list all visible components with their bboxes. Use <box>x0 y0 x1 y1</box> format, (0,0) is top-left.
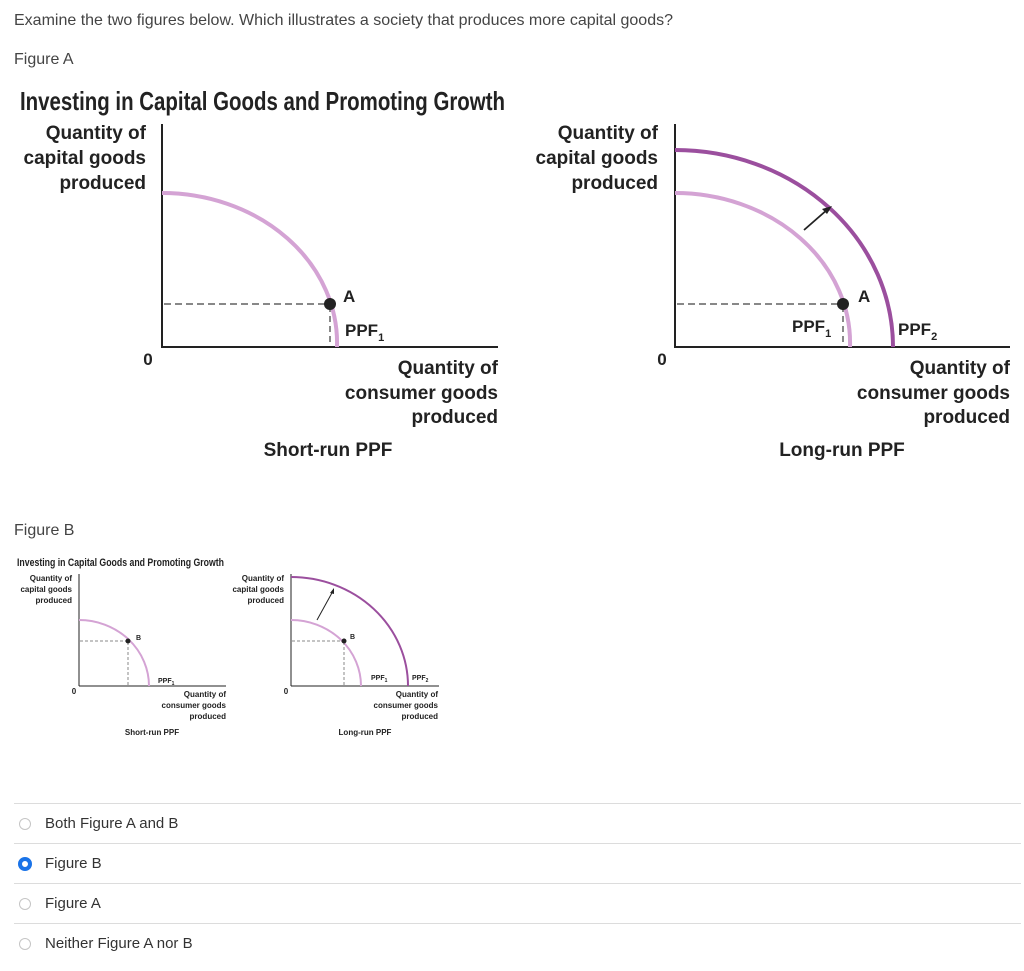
option-figure-b[interactable] <box>14 843 1021 883</box>
x-axis-label-line3: produced <box>411 407 498 428</box>
ppf2-curve <box>675 150 893 347</box>
y-axis-label-line2: capital goods <box>535 148 658 169</box>
y-axis-label-line3: produced <box>35 596 72 605</box>
answer-options <box>14 803 1021 963</box>
x-axis-label-line1: Quantity of <box>395 690 438 699</box>
ppf1-label: $PPF_1$ <box>371 675 388 684</box>
y-axis-label-line1: Quantity of <box>29 574 72 583</box>
origin-label: 0 <box>71 687 77 696</box>
y-axis-label-line1: Quantity of <box>241 574 284 583</box>
growth-arrow-line <box>804 209 828 230</box>
long-run-caption: Long-run PPF <box>779 440 905 461</box>
y-axis-label-line2: capital goods <box>23 148 146 169</box>
ppf1-curve <box>79 620 149 686</box>
ppf1-curve <box>291 620 361 686</box>
x-axis-label-line2: consumer goods <box>161 701 226 710</box>
option-figure-a[interactable] <box>14 883 1021 923</box>
short-run-caption: Short-run PPF <box>263 440 393 461</box>
short-run-caption: Short-run PPF <box>124 728 180 737</box>
option-label: Neither Figure A nor B <box>45 935 193 952</box>
y-axis-label-line2: capital goods <box>232 585 284 594</box>
point-a <box>324 298 336 310</box>
y-axis-label-line3: produced <box>59 173 146 194</box>
figure-a-graph <box>0 80 1024 470</box>
radio-button[interactable] <box>19 938 31 950</box>
long-run-caption: Long-run PPF <box>338 728 392 737</box>
ppf1-label: $PPF_1$ <box>345 321 385 344</box>
figure-b-graph <box>0 550 460 750</box>
y-axis-label-line1: Quantity of <box>557 123 658 144</box>
growth-arrow-head <box>330 588 334 594</box>
point-b-label: B <box>136 635 142 642</box>
short-run-graph <box>20 574 226 737</box>
option-label: Figure B <box>45 855 102 872</box>
x-axis-label-line2: consumer goods <box>373 701 438 710</box>
growth-arrow-line <box>317 591 333 620</box>
radio-button[interactable] <box>19 818 31 830</box>
origin-label: 0 <box>283 687 289 696</box>
x-axis-label-line1: Quantity of <box>183 690 226 699</box>
figure-a-title: Investing in Capital Goods and Promoting Growth <box>20 86 505 116</box>
ppf2-label: $PPF_2$ <box>898 320 938 343</box>
x-axis-label-line3: produced <box>401 712 438 721</box>
radio-button[interactable] <box>19 898 31 910</box>
ppf1-label: $PPF_1$ <box>792 317 832 340</box>
long-run-graph <box>536 123 1011 461</box>
origin-label: 0 <box>143 350 153 369</box>
y-axis-label-line3: produced <box>571 173 658 194</box>
figure-b-title: Investing in Capital Goods and Promoting Growth <box>17 557 225 569</box>
ppf2-label: $PPF_2$ <box>412 675 429 684</box>
question-text: Examine the two figures below. Which illustrates a society that produces more capital goods? <box>14 12 673 29</box>
point-b <box>126 639 131 644</box>
point-a-label: A <box>343 287 356 306</box>
y-axis-label-line3: produced <box>247 596 284 605</box>
option-both[interactable] <box>14 803 1021 843</box>
y-axis-label-line2: capital goods <box>20 585 72 594</box>
option-neither[interactable] <box>14 923 1021 963</box>
point-a <box>837 298 849 310</box>
long-run-graph <box>232 574 439 737</box>
x-axis-label-line1: Quantity of <box>909 358 1010 379</box>
figure-b-label: Figure B <box>14 522 75 539</box>
ppf2-curve <box>291 577 408 686</box>
option-label: Figure A <box>45 895 101 912</box>
origin-label: 0 <box>657 350 667 369</box>
x-axis-label-line2: consumer goods <box>344 383 498 404</box>
ppf1-curve <box>162 193 337 347</box>
x-axis-label-line1: Quantity of <box>397 358 498 379</box>
point-b <box>342 639 347 644</box>
short-run-graph <box>24 123 499 461</box>
radio-button-selected[interactable] <box>18 857 32 871</box>
point-b-label: B <box>350 634 356 641</box>
y-axis-label-line1: Quantity of <box>45 123 146 144</box>
x-axis-label-line2: consumer goods <box>856 383 1010 404</box>
figure-a-label: Figure A <box>14 51 74 68</box>
ppf1-label: $PPF_1$ <box>158 678 175 687</box>
point-a-label: A <box>858 287 871 306</box>
x-axis-label-line3: produced <box>189 712 226 721</box>
x-axis-label-line3: produced <box>923 407 1010 428</box>
option-label: Both Figure A and B <box>45 815 179 832</box>
